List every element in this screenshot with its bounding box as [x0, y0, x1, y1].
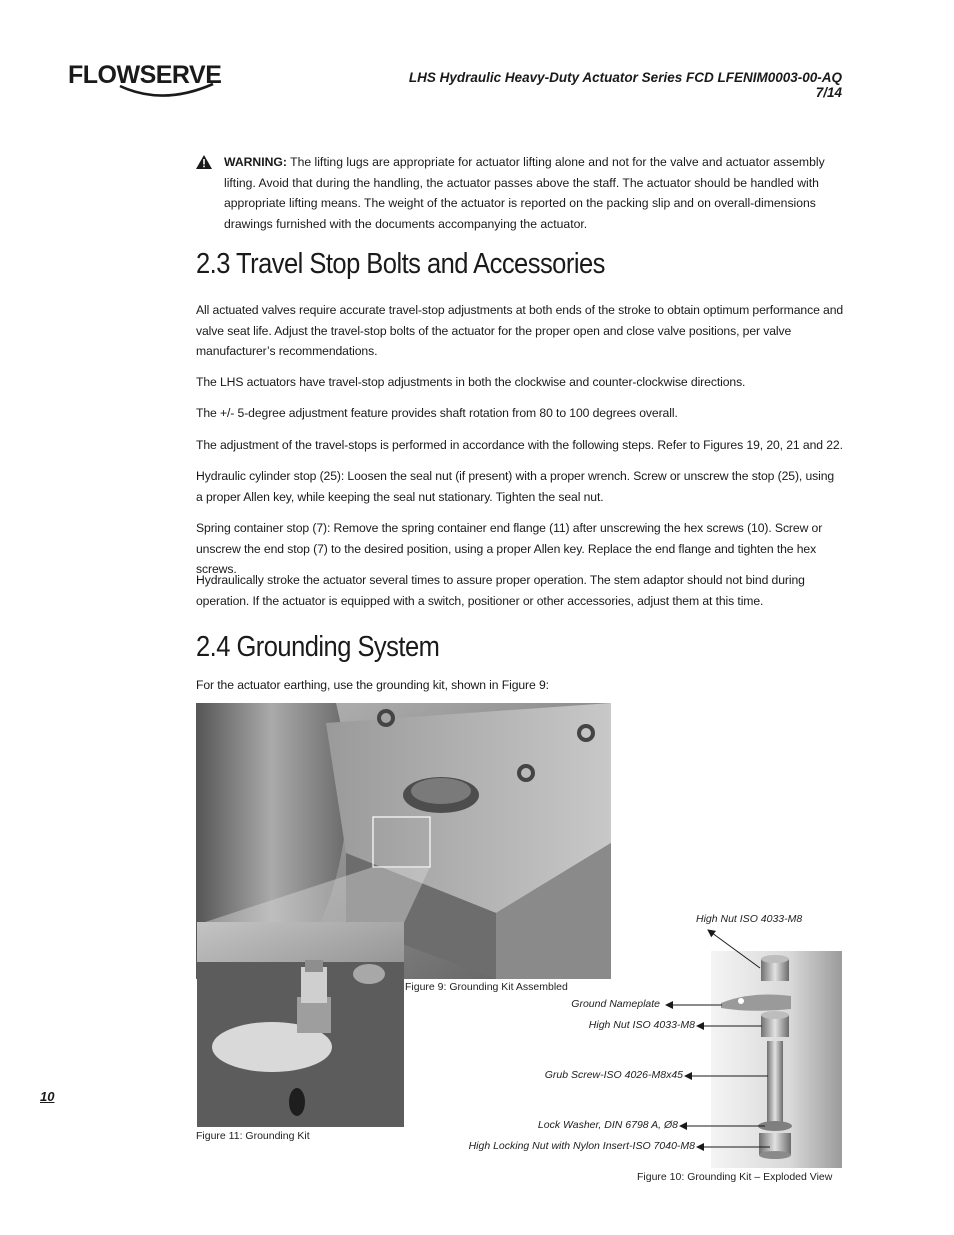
- paragraph: Hydraulically stroke the actuator several times to assure proper operation. The stem adaptor should not bind during operation. If the actuator is equipped with a switch, positioner or other accessories, adjust them at this time.: [196, 573, 805, 608]
- callout-high-nut-top: High Nut ISO 4033-M8: [696, 913, 803, 925]
- warning-text: The lifting lugs are appropriate for actuator lifting alone and not for the valve and actuator assembly lifting. Avoid that during the handling, the actuator passes above the staff. The actuator should be handled with appropriate lifting means. The weight of the actuator is reported on the packing slip and on overall-dimensions drawings furnished with the documents accompanying the actuator.: [224, 155, 825, 231]
- paragraph: The LHS actuators have travel-stop adjustments in both the clockwise and counter-clockwise directions.: [196, 375, 746, 389]
- callout-ground-nameplate: Ground Nameplate: [571, 998, 660, 1010]
- warning-triangle-icon: [196, 155, 212, 169]
- callout-grub-screw: Grub Screw-ISO 4026-M8x45: [544, 1069, 683, 1081]
- warning-label: WARNING:: [224, 155, 287, 169]
- figure-11-image: [197, 922, 404, 1127]
- callout-high-nut: High Nut ISO 4033-M8: [588, 1019, 695, 1031]
- callout-lock-washer: Lock Washer, DIN 6798 A, Ø8: [537, 1119, 678, 1131]
- logo-swoosh-icon: [118, 82, 218, 104]
- paragraph: All actuated valves require accurate travel-stop adjustments at both ends of the stroke to obtain optimum performance and valve seat life. Adjust the travel-stop bolts of the actuator for the proper open and close valve positions, per valve manufacturer’s recommendations.: [196, 303, 844, 358]
- figure-10-caption: Figure 10: Grounding Kit – Exploded View: [637, 1171, 833, 1183]
- section-2-4-heading: 2.4 Grounding System: [196, 631, 440, 663]
- figure-11-caption: Figure 11: Grounding Kit: [196, 1130, 310, 1142]
- paragraph: The adjustment of the travel-stops is performed in accordance with the following steps. Refer to Figures 19, 20, 21 and 22.: [196, 438, 843, 452]
- paragraph: Spring container stop (7): Remove the spring container end flange (11) after unscrewing the hex screws (10). Screw or unscrew the end stop (7) to the desired position, using a proper Allen key. Replace the end flange and tighten the hex screws.: [196, 521, 823, 576]
- logo-text: FLOWSERVE: [68, 61, 222, 89]
- figure-9-caption: Figure 9: Grounding Kit Assembled: [405, 981, 568, 993]
- paragraph: The +/- 5-degree adjustment feature provides shaft rotation from 80 to 100 degrees overall.: [196, 406, 678, 420]
- figure-10-image: [711, 951, 842, 1168]
- section-2-3-heading: 2.3 Travel Stop Bolts and Accessories: [196, 248, 605, 280]
- document-title: LHS Hydraulic Heavy-Duty Actuator Series FCD LFENIM0003-00-AQ 7/14: [408, 70, 842, 100]
- page-number: 10: [40, 1089, 55, 1104]
- callout-locking-nut: High Locking Nut with Nylon Insert-ISO 7040-M8: [468, 1140, 695, 1152]
- warning-note: [196, 152, 844, 234]
- flowserve-logo: [68, 60, 222, 104]
- paragraph: For the actuator earthing, use the grounding kit, shown in Figure 9:: [196, 678, 549, 692]
- paragraph: Hydraulic cylinder stop (25): Loosen the seal nut (if present) with a proper wrench. Screw or unscrew the stop (25), using a proper Allen key, while keeping the seal nut stationary. Tighten the seal nut.: [196, 469, 835, 504]
